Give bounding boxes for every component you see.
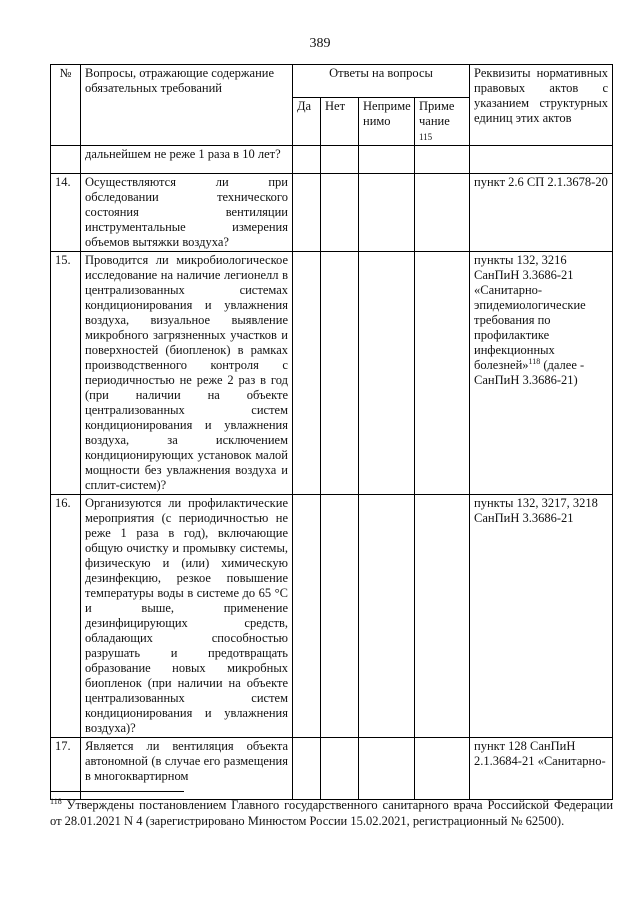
header-not-applicable: Неприме нимо (359, 98, 415, 146)
row-requisites (470, 252, 613, 495)
answer-note-cell[interactable] (415, 495, 470, 738)
row-number: 15. (51, 252, 81, 495)
footnote-number: 118 (50, 796, 62, 806)
answer-na-cell[interactable] (359, 495, 415, 738)
header-no: Нет (321, 98, 359, 146)
answer-no-cell[interactable] (321, 495, 359, 738)
row-requisites: пункты 132, 3217, 3218 СанПиН 3.3686-21 (470, 495, 613, 738)
table-header-row (51, 65, 613, 98)
footnote-text: Утверждены постановлением Главного государственного санитарного врача Российской Федерации от 28.01.2021 N 4 (зарегистрировано Минюстом России 15.02.2021, регистрационный № 62500). (50, 798, 614, 828)
row-requisites (470, 146, 613, 174)
page-number: 389 (309, 36, 331, 51)
requisites-tail: (далее - СанПиН 3.3686-21) (474, 358, 585, 387)
table-row (51, 174, 613, 252)
header-answers: Ответы на вопросы (293, 65, 470, 98)
header-number: № (51, 65, 81, 146)
footnote (50, 797, 613, 829)
row-number (51, 146, 81, 174)
footnote-divider (50, 791, 184, 792)
answer-yes-cell[interactable] (293, 252, 321, 495)
answer-yes-cell[interactable] (293, 738, 321, 800)
header-questions: Вопросы, отражающие содержание обязательных требований (81, 65, 293, 146)
row-number: 16. (51, 495, 81, 738)
answer-note-cell[interactable] (415, 146, 470, 174)
row-question: дальнейшем не реже 1 раза в 10 лет? (81, 146, 293, 174)
answer-yes-cell[interactable] (293, 174, 321, 252)
answer-na-cell[interactable] (359, 252, 415, 495)
answer-na-cell[interactable] (359, 738, 415, 800)
table-row (51, 146, 613, 174)
row-question: Является ли вентиляция объекта автономной (в случае его размещения в многоквартирном (81, 738, 293, 800)
header-note-label: Приме чание (419, 99, 455, 128)
row-requisites: пункт 2.6 СП 2.1.3678-20 (470, 174, 613, 252)
answer-na-cell[interactable] (359, 174, 415, 252)
answer-note-cell[interactable] (415, 252, 470, 495)
row-question: Проводится ли микробиологическое исследование на наличие легионелл в централизованных системах кондиционирования и увлажнения воздуха, визуальное выявление микробного загрязненных участков и поверхностей (биопленок) в рамках производственного контроля с периодичностью не реже 2 раз в год (при наличии на объекте централизованных систем кондиционирования и увлажнения воздуха, за исключением кондиционирующих установок малой мощности без увлажнения воздуха и сплит-систем)? (81, 252, 293, 495)
header-note (415, 98, 470, 146)
header-note-ref: 115 (419, 132, 433, 142)
row-number: 14. (51, 174, 81, 252)
answer-no-cell[interactable] (321, 252, 359, 495)
answer-no-cell[interactable] (321, 738, 359, 800)
answer-note-cell[interactable] (415, 174, 470, 252)
table-row (51, 252, 613, 495)
answer-yes-cell[interactable] (293, 495, 321, 738)
row-number: 17. (51, 738, 81, 800)
footnote-ref: 118 (528, 356, 541, 366)
checklist-table (50, 64, 613, 800)
requisites-text: пункты 132, 3216 СанПиН 3.3686-21 «Санитарно-эпидемиологические требования по профилактике инфекционных болезней» (474, 253, 586, 372)
header-yes: Да (293, 98, 321, 146)
answer-yes-cell[interactable] (293, 146, 321, 174)
row-requisites: пункт 128 СанПиН 2.1.3684-21 «Санитарно- (470, 738, 613, 800)
answer-no-cell[interactable] (321, 174, 359, 252)
row-question: Организуются ли профилактические мероприятия (с периодичностью не реже 1 раза в год), включающие общую очистку и промывку системы, физическую и (или) химическую дезинфекцию, резкое повышение температуры воды в системе до 65 °С и выше, применение дезинфицирующих средств, обладающих способностью разрушать и предотвращать образование новых микробных биопленок (при наличии на объекте централизованных систем кондиционирования и увлажнения воздуха)? (81, 495, 293, 738)
answer-note-cell[interactable] (415, 738, 470, 800)
row-question: Осуществляются ли при обследовании технического состояния вентиляции инструментальные измерения объемов вытяжки воздуха? (81, 174, 293, 252)
answer-no-cell[interactable] (321, 146, 359, 174)
header-requisites: Реквизиты нормативных правовых актов с указанием структурных единиц этих актов (470, 65, 613, 146)
answer-na-cell[interactable] (359, 146, 415, 174)
table-row (51, 495, 613, 738)
